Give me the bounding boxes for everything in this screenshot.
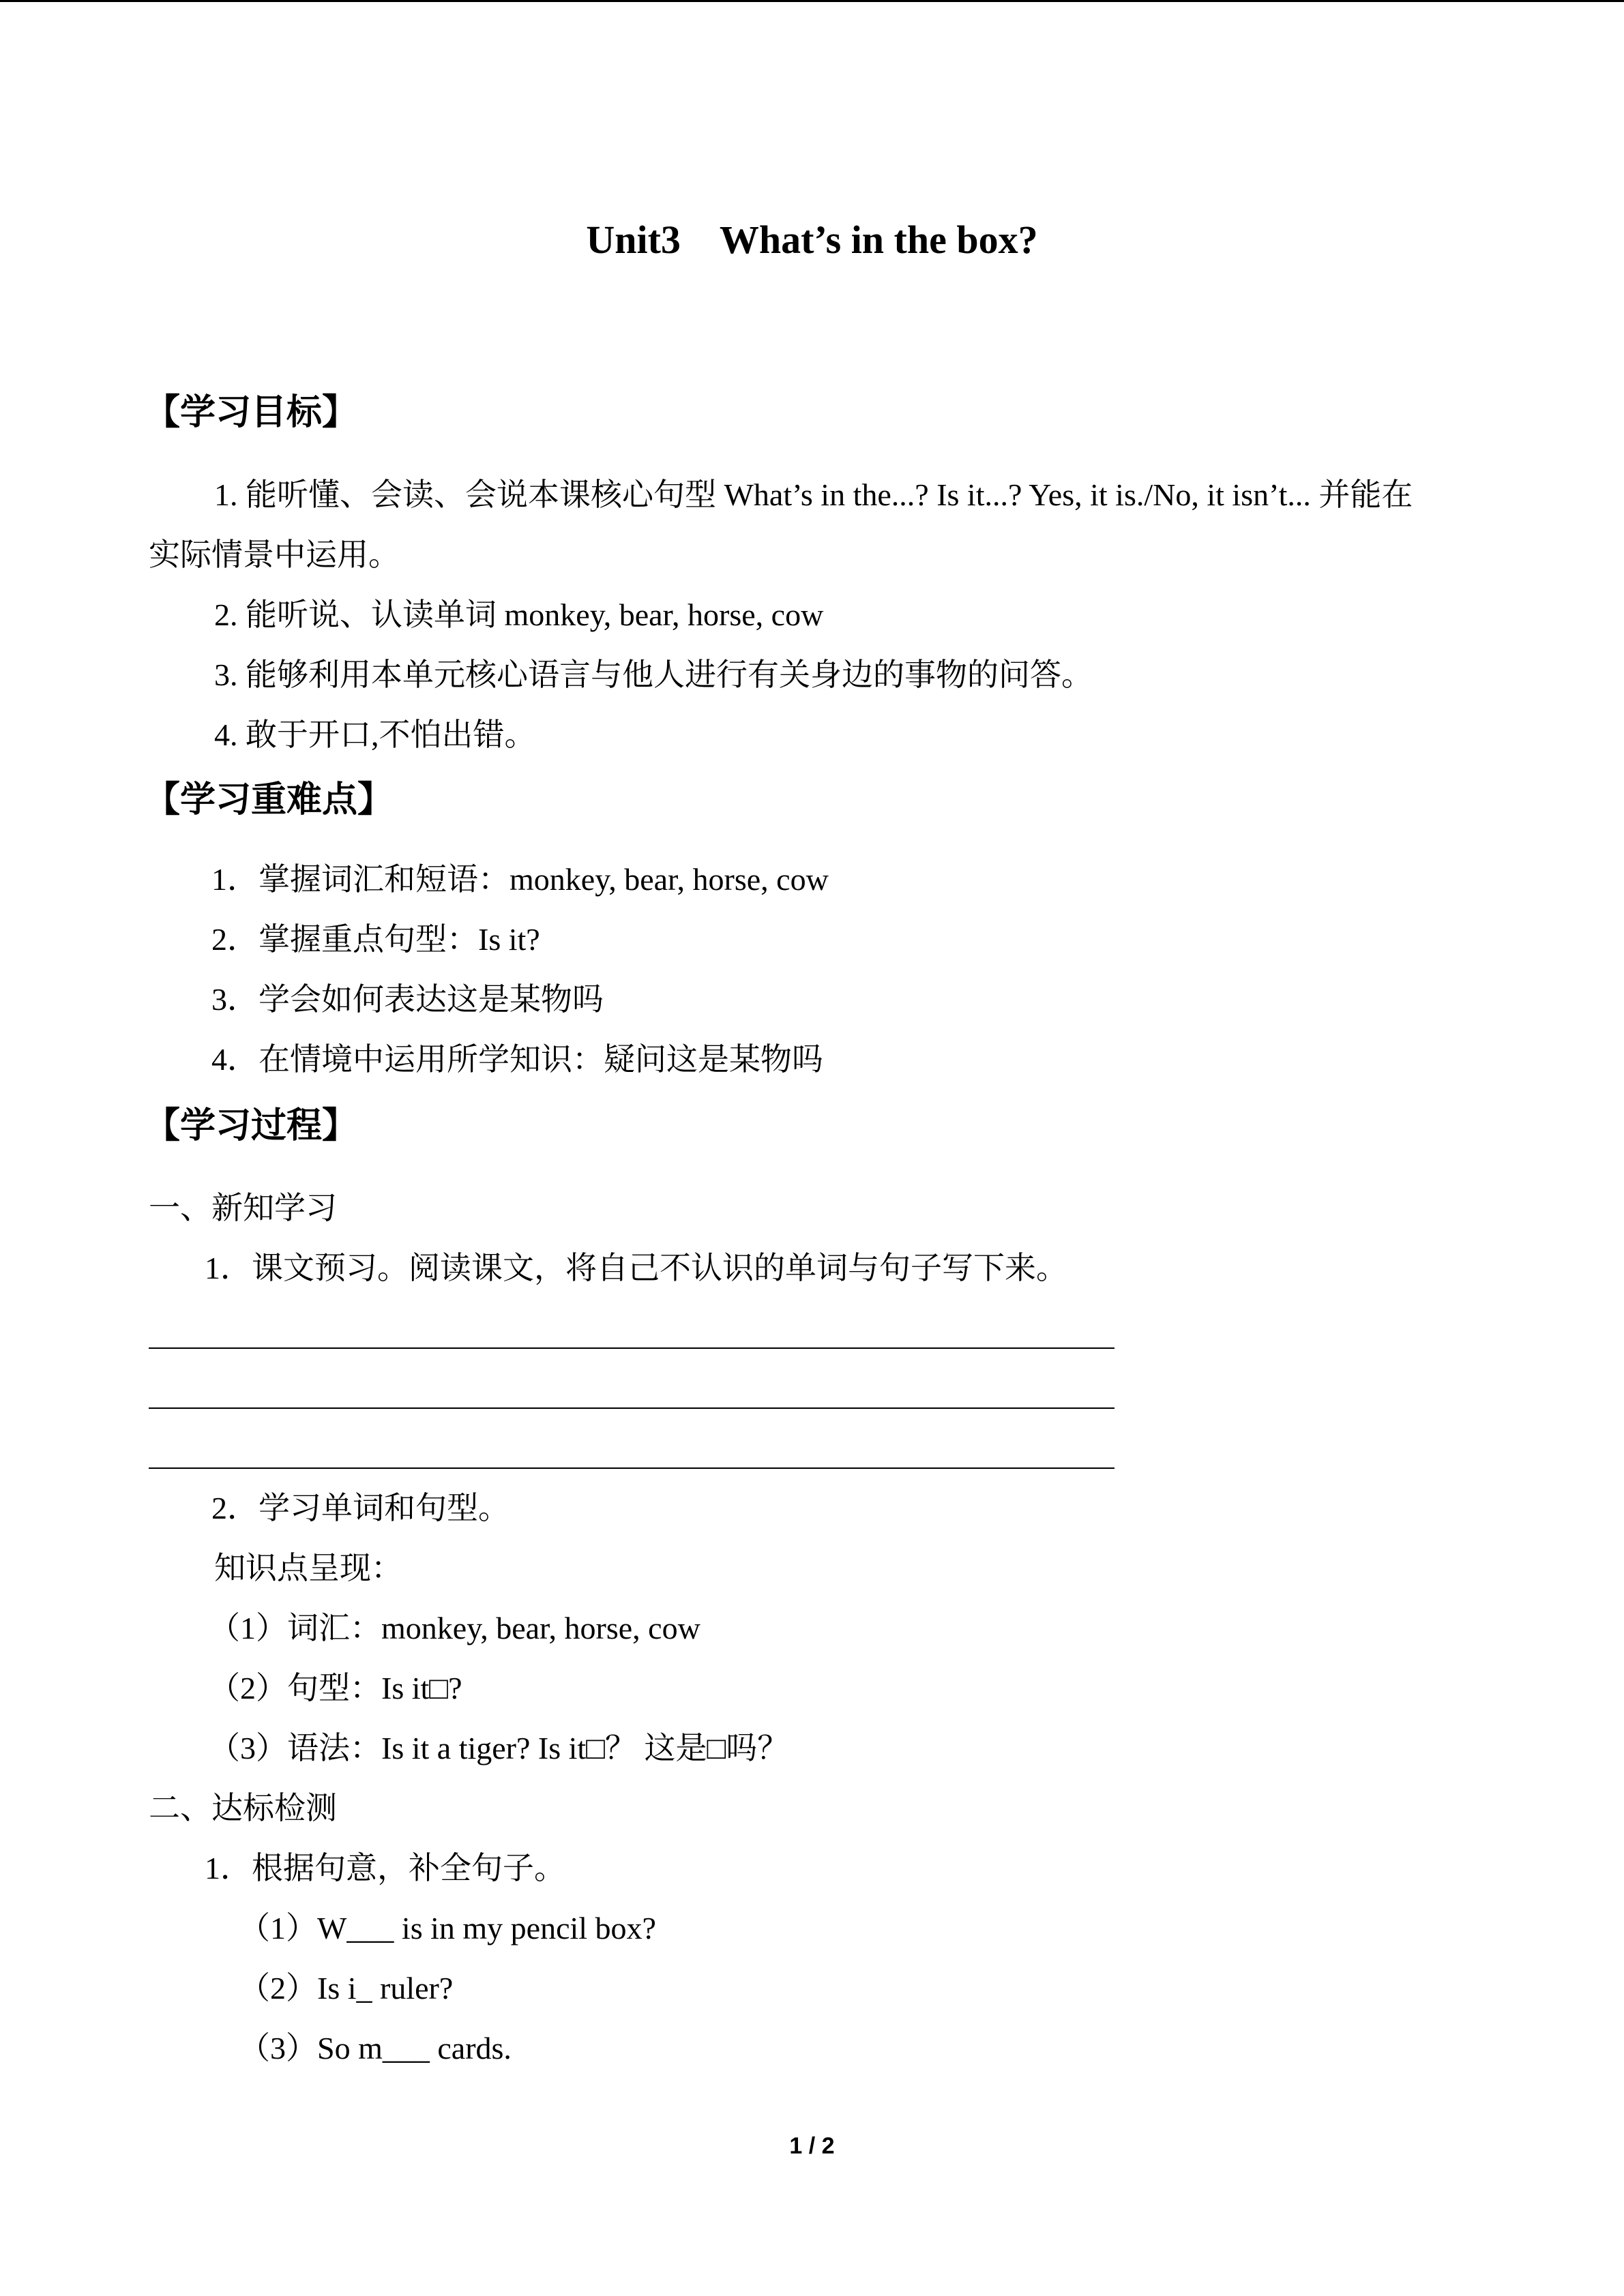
test-1-instruction: 1．根据句意，补全句子。 — [205, 1851, 565, 1885]
answer-line-2[interactable] — [149, 1407, 1114, 1409]
knowledge-label: 知识点呈现： — [214, 1551, 402, 1585]
key-point-3: 3．学会如何表达这是某物吗 — [211, 982, 604, 1017]
answer-line-3[interactable] — [149, 1467, 1114, 1469]
knowledge-vocabulary: （1）词汇：monkey, bear, horse, cow — [209, 1611, 700, 1645]
section-2-title: 二、达标检测 — [149, 1791, 337, 1825]
question-1: （1）W___ is in my pencil box? — [239, 1911, 656, 1945]
key-points-heading: 【学习重难点】 — [145, 779, 394, 820]
document-title: Unit3 What’s in the box? — [586, 218, 1038, 262]
section-1-title: 一、新知学习 — [149, 1191, 337, 1225]
question-3: （3）So m___ cards. — [239, 2031, 512, 2066]
knowledge-grammar: （3）语法：Is it a tiger? Is it□？ 这是□吗？ — [209, 1731, 789, 1765]
key-point-4: 4．在情境中运用所学知识：疑问这是某物吗 — [211, 1042, 823, 1077]
objective-1-line-1: 1. 能听懂、会读、会说本课核心句型 What’s in the...? Is it...? Yes, it is./No, it isn’t... 并能在 — [214, 477, 1413, 512]
question-2: （2）Is i_ ruler? — [239, 1971, 454, 2006]
answer-line-1[interactable] — [149, 1347, 1114, 1349]
objective-4: 4. 敢于开口,不怕出错。 — [214, 717, 536, 752]
process-heading: 【学习过程】 — [145, 1105, 358, 1146]
step-2: 2．学习单词和句型。 — [211, 1491, 510, 1525]
objective-1-line-2: 实际情景中运用。 — [149, 537, 400, 572]
objective-3: 3. 能够利用本单元核心语言与他人进行有关身边的事物的问答。 — [214, 657, 1093, 692]
key-point-2: 2．掌握重点句型：Is it? — [211, 922, 540, 957]
knowledge-sentence: （2）句型：Is it□? — [209, 1671, 462, 1705]
page-number: 1 / 2 — [789, 2133, 835, 2159]
page-top-border — [0, 0, 1624, 2]
step-1: 1．课文预习。阅读课文，将自己不认识的单词与句子写下来。 — [205, 1251, 1067, 1285]
objectives-heading: 【学习目标】 — [145, 392, 358, 433]
key-point-1: 1．掌握词汇和短语：monkey, bear, horse, cow — [211, 862, 829, 897]
objective-2: 2. 能听说、认读单词 monkey, bear, horse, cow — [214, 597, 824, 632]
